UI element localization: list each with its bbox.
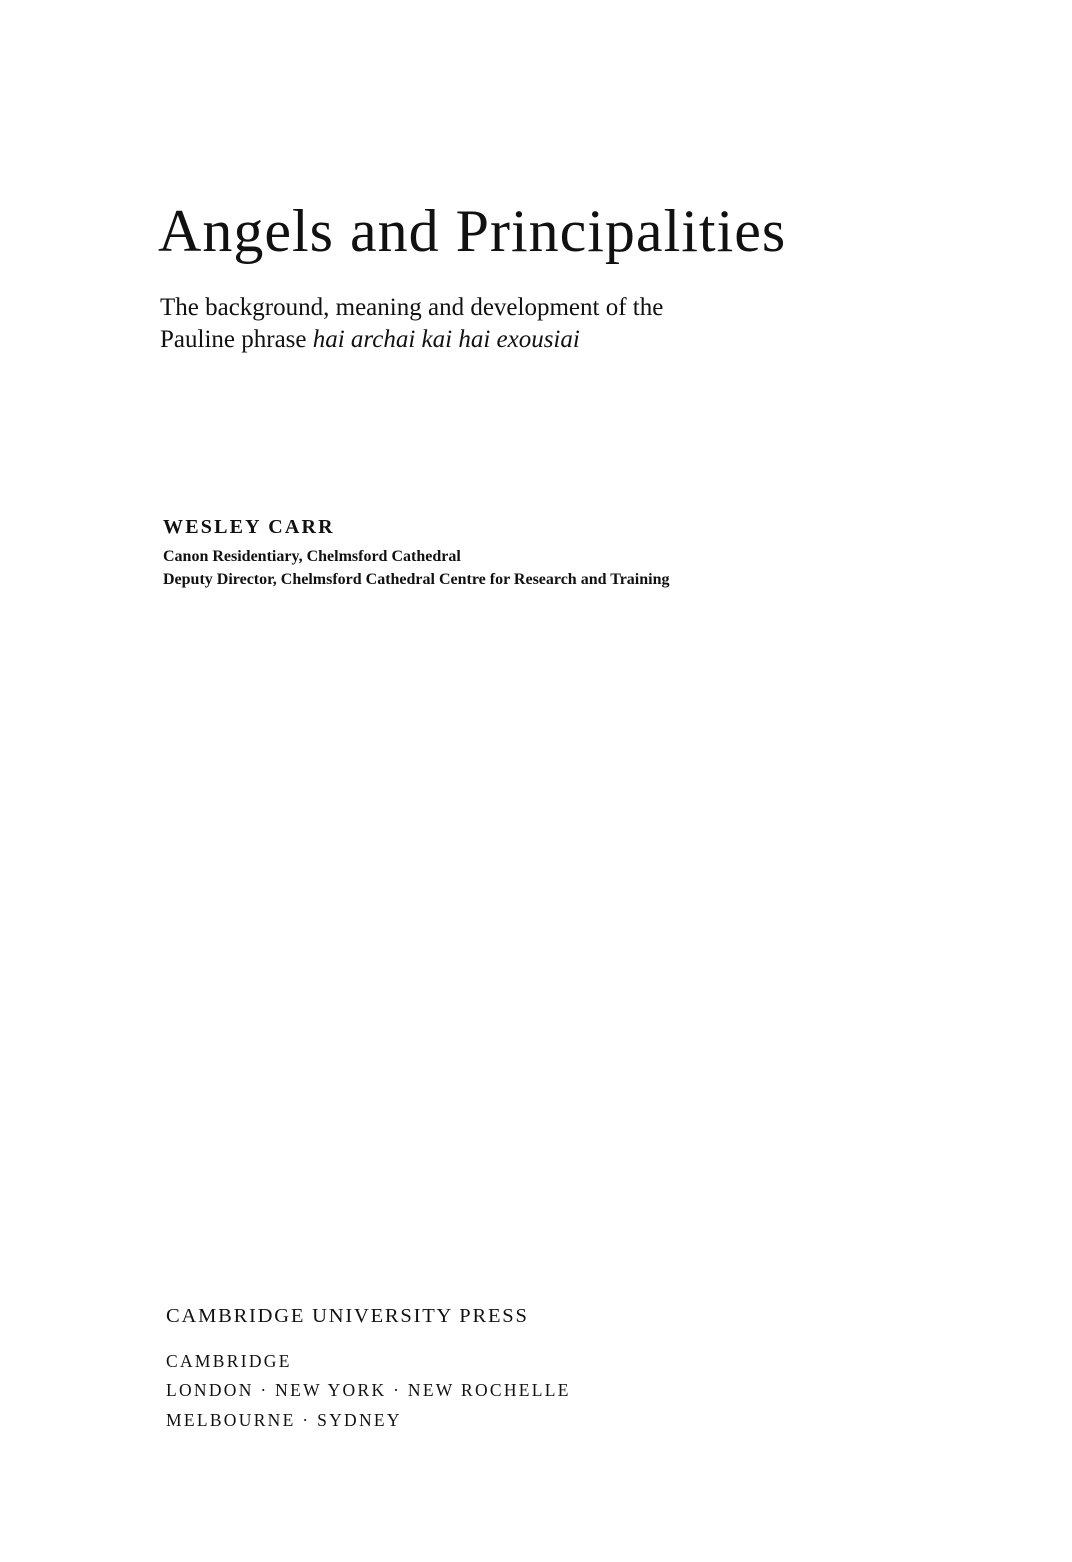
- publisher-place: LONDON · NEW YORK · NEW ROCHELLE: [166, 1380, 571, 1400]
- publisher-place: MELBOURNE · SYDNEY: [166, 1410, 402, 1430]
- subtitle-line-2-prefix: Pauline phrase: [160, 326, 313, 353]
- subtitle-line-1: The background, meaning and development of the: [160, 294, 664, 321]
- publisher-place: CAMBRIDGE: [166, 1351, 292, 1371]
- author-name: WESLEY CARR: [163, 516, 335, 538]
- greek-phrase: hai archai kai hai exousiai: [312, 326, 580, 353]
- author-affiliation: Deputy Director, Chelmsford Cathedral Centre for Research and Training: [163, 571, 670, 588]
- book-subtitle: [160, 292, 663, 356]
- publisher-name: CAMBRIDGE UNIVERSITY PRESS: [166, 1305, 529, 1327]
- author-affiliation: Canon Residentiary, Chelmsford Cathedral: [163, 548, 461, 565]
- subtitle-line-2: [160, 324, 663, 356]
- book-title: Angels and Principalities: [158, 198, 787, 264]
